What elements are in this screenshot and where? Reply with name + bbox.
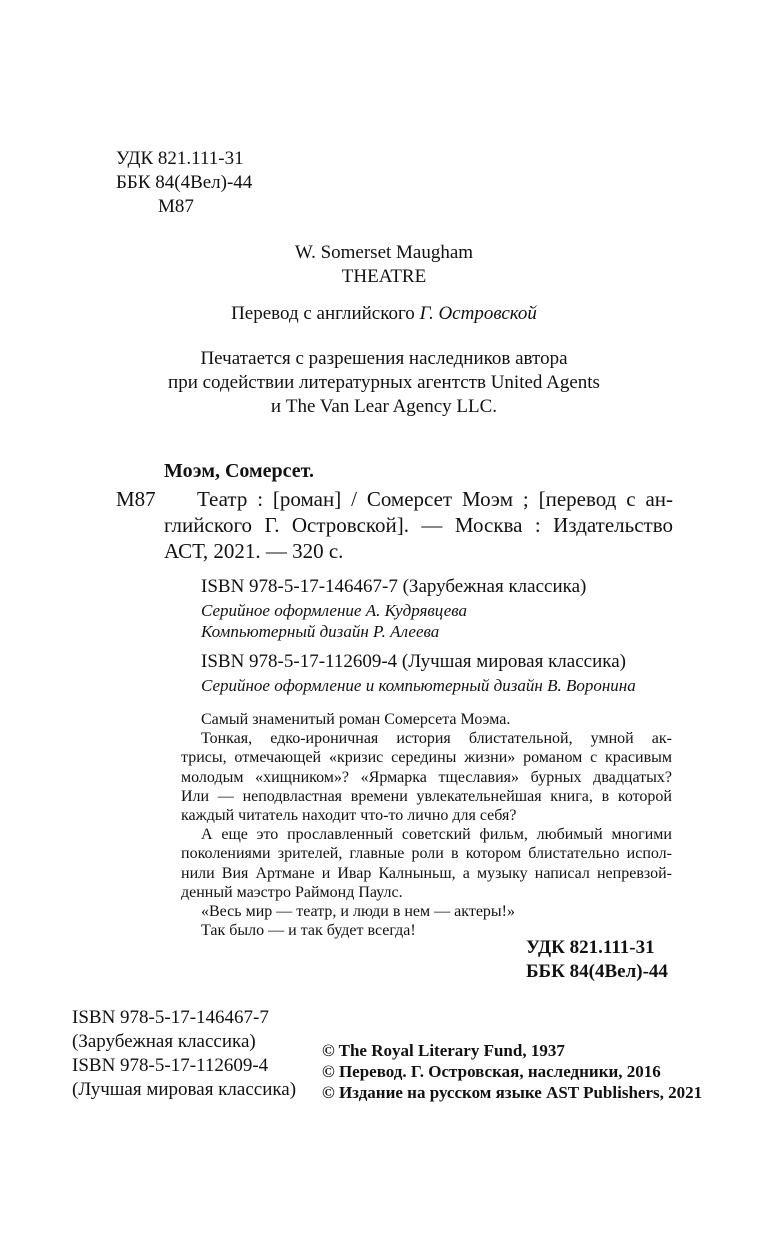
isbn-1: ISBN 978-5-17-146467-7 [72, 1007, 269, 1028]
edition-credit-1a: Серийное оформление А. Кудрявцева [201, 601, 468, 620]
annotation-line: нили Вия Артмане и Ивар Калныньш, а музыку написал непревзой- [181, 865, 672, 882]
catalog-line-3: АСТ, 2021. — 320 с. [164, 539, 344, 563]
bbk-code: ББК 84(4Вел)-44 [116, 172, 253, 193]
annotation-line: А еще это прославленный советский фильм, любимый многими [201, 826, 672, 843]
annotation-line: Самый знаменитый роман Сомерсета Моэма. [201, 711, 511, 728]
annotation-line: поколениями зрителей, главные роли в котором блистательно испол- [181, 845, 672, 862]
udk-code: УДК 821.111-31 [116, 148, 244, 169]
translation-line [0, 302, 768, 326]
copyright-3: © Издание на русском языке AST Publishers, 2021 [322, 1083, 703, 1102]
udk-code-bold: УДК 821.111-31 [526, 937, 655, 958]
bbk-code-bold: ББК 84(4Вел)-44 [526, 961, 668, 982]
original-author: W. Somerset Maugham [294, 242, 474, 263]
permission-line-2: при содействии литературных агентств United Agents [168, 372, 600, 393]
catalog-line-2: глийского Г. Островской]. — Москва : Издательство [164, 513, 673, 537]
edition-credit-2: Серийное оформление и компьютерный дизайн В. Воронина [201, 676, 636, 695]
edition-isbn-2: ISBN 978-5-17-112609-4 (Лучшая мировая классика) [201, 651, 626, 672]
annotation-line: каждый читатель находит что-то лично для себя? [181, 807, 517, 824]
original-title: THEATRE [341, 266, 427, 287]
annotation-line: молодым «хищником»? «Ярмарка тщеславия» бурных двадцатых? [181, 769, 672, 786]
catalog-mark: М87 [116, 487, 156, 511]
author-mark: М87 [158, 196, 194, 217]
copyright-2: © Перевод. Г. Островская, наследники, 2016 [322, 1062, 661, 1081]
edition-isbn-1: ISBN 978-5-17-146467-7 (Зарубежная классика) [201, 576, 587, 597]
annotation-line: денный маэстро Раймонд Паулс. [181, 884, 403, 901]
translator-name: Г. Островской [419, 303, 537, 324]
isbn-2: ISBN 978-5-17-112609-4 [72, 1055, 269, 1076]
catalog-heading: Моэм, Сомерсет. [164, 460, 314, 482]
annotation-line: трисы, отмечающей «кризис середины жизни» романом с красивым [181, 749, 672, 766]
annotation-line: Или — неподвластная времени увлекательнейшая книга, в которой [181, 788, 672, 805]
annotation-line: Так было — и так будет всегда! [201, 922, 416, 939]
catalog-line-1: Театр : [роман] / Сомерсет Моэм ; [перевод с ан- [197, 487, 673, 511]
edition-credit-1b: Компьютерный дизайн Р. Алеева [201, 622, 440, 641]
isbn-2-series: (Лучшая мировая классика) [72, 1079, 297, 1100]
permission-line-1: Печатается с разрешения наследников автора [200, 348, 568, 369]
copyright-1: © The Royal Literary Fund, 1937 [322, 1041, 565, 1060]
isbn-1-series: (Зарубежная классика) [72, 1031, 256, 1052]
annotation-line: Тонкая, едко-ироничная история блистательной, умной ак- [201, 730, 672, 747]
permission-line-3: и The Van Lear Agency LLC. [270, 396, 498, 417]
translation-prefix: Перевод с английского [231, 303, 415, 324]
annotation-line: «Весь мир — театр, и люди в нем — актеры!» [201, 903, 515, 920]
